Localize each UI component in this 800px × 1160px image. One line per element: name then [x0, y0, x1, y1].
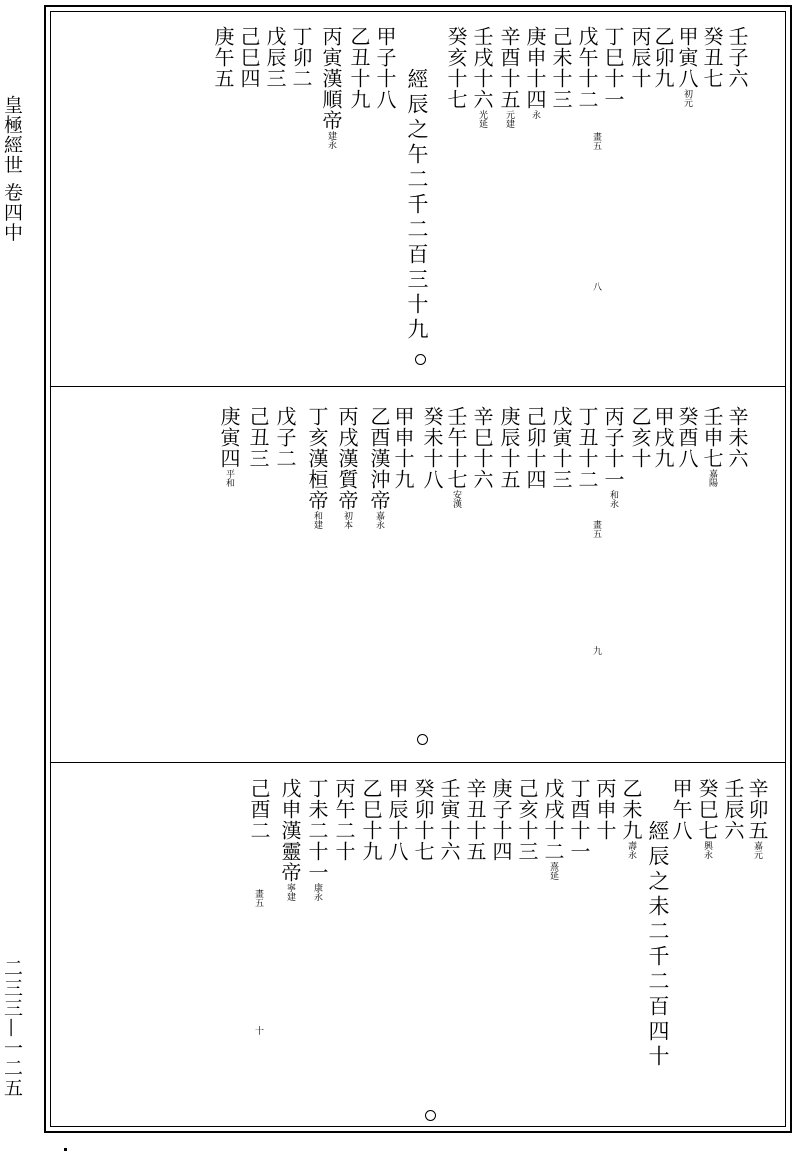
entry-text: 丙辰十 [628, 26, 652, 89]
era-note: 壽永 [626, 841, 636, 859]
entry-text: 丁卯二 [289, 26, 313, 89]
stray-ink-dot [64, 1148, 67, 1151]
entry-text: 經辰之未二千二百四十 [646, 820, 670, 1070]
year-entry [603, 406, 623, 508]
entry-text: 辛巳十六 [470, 406, 494, 490]
year-entry [551, 26, 571, 110]
entry-text: 己亥十三 [515, 778, 539, 862]
year-entry [472, 26, 492, 128]
year-entry [446, 406, 466, 508]
entry-text: 己卯十四 [523, 406, 547, 490]
year-entry [630, 26, 650, 89]
entry-text: 癸亥十七 [444, 26, 468, 110]
page-frame [44, 5, 792, 1133]
year-entry [249, 778, 269, 841]
entry-text: 壬戌十六 [470, 26, 494, 110]
entry-text: 丁丑十二 [575, 406, 599, 490]
era-note: 初本 [342, 511, 352, 529]
era-note: 寧建 [285, 883, 295, 901]
entry-text: 癸卯十七 [411, 778, 435, 862]
year-entry [375, 26, 395, 110]
panel-top [51, 12, 785, 385]
entry-text: 乙巳十九 [359, 778, 383, 862]
year-entry [525, 26, 545, 119]
year-entry [307, 406, 327, 529]
entry-text: 辛未六 [725, 406, 749, 469]
entry-text: 己巳四 [237, 26, 261, 89]
entry-text: 戊午十二 [575, 26, 599, 110]
era-note: 元建 [504, 110, 514, 128]
year-entry [723, 778, 743, 841]
year-entry [446, 26, 466, 110]
era-note: 平和 [224, 469, 234, 487]
entry-text: 己丑三 [246, 406, 270, 469]
entry-text: 庚申十四 [523, 26, 547, 110]
year-entry [349, 26, 369, 110]
entry-text: 辛丑十五 [463, 778, 487, 862]
entry-text: 丁酉十一 [567, 778, 591, 862]
era-note: 永 [530, 110, 540, 119]
fold-mark: 九 [591, 646, 601, 655]
page-number: 二三三—一二五 [1, 958, 23, 1098]
fold-mark: 十 [253, 1026, 263, 1035]
entry-text: 丁巳十一 [601, 26, 625, 110]
year-entry [439, 778, 459, 862]
entry-text: 壬申七 [700, 406, 724, 469]
entry-text: 丙午二十 [332, 778, 356, 862]
year-entry [321, 26, 341, 149]
year-entry [697, 778, 717, 859]
entry-text: 癸巳七 [695, 778, 719, 841]
entry-text: 癸酉八 [675, 406, 699, 469]
epoch-heading [647, 820, 668, 1070]
entry-text: 庚寅四 [217, 406, 241, 469]
year-entry [499, 26, 519, 128]
year-entry [361, 778, 381, 862]
year-entry [653, 406, 673, 469]
entry-text: 乙酉漢沖帝 [367, 406, 391, 511]
entry-text: 丙戌漢質帝 [335, 406, 359, 511]
year-entry [422, 406, 442, 490]
era-note: 康永 [312, 883, 322, 901]
year-entry [337, 406, 357, 529]
entry-text: 甲子十八 [373, 26, 397, 110]
year-entry [275, 406, 295, 469]
era-note: 嘉陽 [707, 469, 717, 487]
circle-mark [425, 1110, 436, 1121]
entry-text: 乙未九 [619, 778, 643, 841]
panel-divider [51, 386, 785, 387]
entry-text: 甲午八 [669, 778, 693, 841]
entry-text: 甲戌九 [651, 406, 675, 469]
era-note: 初元 [682, 89, 692, 107]
entry-text: 丙子十一 [601, 406, 625, 490]
year-entry [239, 26, 259, 89]
year-entry [525, 406, 545, 490]
entry-text: 丁未二十一 [305, 778, 329, 883]
fold-mark: 八 [591, 282, 601, 291]
year-entry [727, 406, 747, 469]
year-entry [543, 778, 563, 880]
entry-text: 甲辰十八 [385, 778, 409, 862]
entry-text: 己酉二 [247, 778, 271, 841]
entry-text: 戊戌十二 [541, 778, 565, 862]
year-entry [621, 778, 641, 859]
entry-text: 壬寅十六 [437, 778, 461, 862]
era-note: 和永 [608, 490, 618, 508]
entry-text: 壬午十七 [444, 406, 468, 490]
entry-text: 戊子二 [273, 406, 297, 469]
entry-text: 庚辰十五 [497, 406, 521, 490]
entry-text: 庚午五 [211, 26, 235, 89]
year-entry [307, 778, 327, 901]
era-note: 嘉元 [752, 841, 762, 859]
year-entry [577, 406, 597, 490]
circle-mark [415, 354, 426, 365]
circle-mark [417, 734, 428, 745]
entry-text: 辛卯五 [745, 778, 769, 841]
era-note: 嘉永 [374, 511, 384, 529]
year-entry [219, 406, 239, 487]
year-entry [472, 406, 492, 490]
year-entry [702, 26, 722, 89]
entry-text: 經辰之午二千二百三十九 [405, 68, 429, 343]
year-entry [334, 778, 354, 862]
fold-mark: 畫五 [591, 132, 601, 150]
entry-text: 乙卯九 [651, 26, 675, 89]
year-entry [630, 406, 650, 469]
year-entry [595, 778, 615, 841]
year-entry [671, 778, 691, 841]
entry-text: 己未十三 [549, 26, 573, 110]
entry-text: 丙寅漢順帝 [319, 26, 343, 131]
year-entry [248, 406, 268, 469]
era-note: 建永 [326, 131, 336, 149]
year-entry [491, 778, 511, 862]
panel-middle [51, 388, 785, 761]
year-entry [517, 778, 537, 862]
year-entry [569, 778, 589, 862]
year-entry [280, 778, 300, 901]
entry-text: 壬辰六 [721, 778, 745, 841]
epoch-heading [406, 68, 427, 343]
panel-divider [51, 762, 785, 763]
year-entry [677, 406, 697, 469]
year-entry [702, 406, 722, 487]
entry-text: 癸未十八 [420, 406, 444, 490]
year-entry [291, 26, 311, 89]
year-entry [213, 26, 233, 89]
fold-mark: 畫五 [253, 889, 263, 907]
entry-text: 丁亥漢桓帝 [305, 406, 329, 511]
year-entry [465, 778, 485, 862]
book-title: 皇極經世 卷四中 [1, 95, 23, 243]
era-note: 光延 [477, 110, 487, 128]
year-entry [677, 26, 697, 107]
year-entry [577, 26, 597, 110]
entry-text: 庚子十四 [489, 778, 513, 862]
era-note: 熹延 [548, 862, 558, 880]
year-entry [653, 26, 673, 89]
year-entry [727, 26, 747, 89]
year-entry [747, 778, 767, 859]
year-entry [551, 406, 571, 490]
entry-text: 乙亥十 [628, 406, 652, 469]
entry-text: 戊申漢靈帝 [278, 778, 302, 883]
page-frame-inner [50, 11, 786, 1127]
year-entry [369, 406, 389, 529]
entry-text: 丙申十 [593, 778, 617, 841]
year-entry [387, 778, 407, 862]
era-note: 和建 [312, 511, 322, 529]
year-entry [499, 406, 519, 490]
year-entry [603, 26, 623, 110]
entry-text: 壬子六 [725, 26, 749, 89]
entry-text: 乙丑十九 [347, 26, 371, 110]
era-note: 興永 [702, 841, 712, 859]
fold-mark: 畫五 [591, 520, 601, 538]
entry-text: 戊辰三 [263, 26, 287, 89]
entry-text: 甲寅八 [675, 26, 699, 89]
entry-text: 甲申十九 [391, 406, 415, 490]
entry-text: 戊寅十三 [549, 406, 573, 490]
entry-text: 辛酉十五 [497, 26, 521, 110]
year-entry [413, 778, 433, 862]
panel-bottom [51, 764, 785, 1128]
year-entry [393, 406, 413, 490]
entry-text: 癸丑七 [700, 26, 724, 89]
era-note: 安漢 [451, 490, 461, 508]
year-entry [265, 26, 285, 89]
